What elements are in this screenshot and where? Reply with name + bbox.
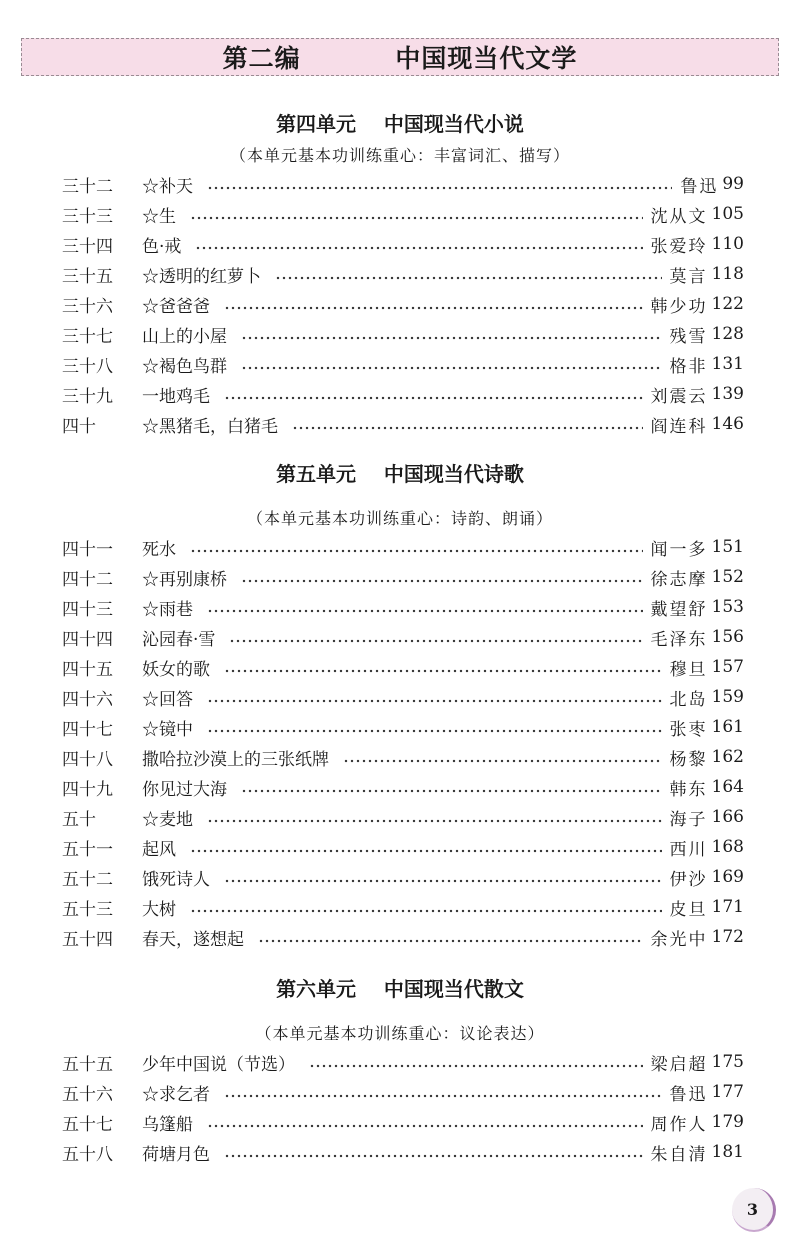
dot-leader	[190, 532, 643, 562]
page-number-badge	[732, 1188, 776, 1232]
unit-title: 第四单元 中国现当代小说	[276, 112, 524, 136]
toc-entry[interactable]	[62, 562, 744, 592]
entry-number: 五十八	[62, 1144, 113, 1165]
dot-leader	[207, 802, 662, 832]
entry-page: 122	[711, 294, 744, 314]
entry-page: 168	[711, 837, 744, 857]
entry-page: 161	[711, 717, 744, 737]
dot-leader	[224, 379, 643, 409]
toc-entry[interactable]	[62, 1107, 744, 1137]
dot-leader	[190, 832, 662, 862]
entry-title: ☆求乞者	[142, 1084, 210, 1105]
entry-page: 157	[711, 657, 744, 677]
entry-title: ☆补天	[142, 176, 193, 197]
toc-entry[interactable]	[62, 652, 744, 682]
entry-title: ☆褐色鸟群	[142, 356, 227, 377]
dot-leader	[207, 712, 662, 742]
entry-title: ☆回答	[142, 689, 193, 710]
entry-author: 穆旦	[669, 659, 708, 680]
entry-author: 刘震云	[650, 386, 708, 407]
dot-leader	[241, 349, 662, 379]
entry-author: 残雪	[669, 326, 708, 347]
dot-leader	[207, 169, 672, 199]
entry-author: 莫言	[669, 266, 708, 287]
dot-leader	[190, 199, 643, 229]
entry-number: 五十五	[62, 1054, 113, 1075]
dot-leader	[190, 892, 662, 922]
entry-title: 色·戒	[142, 236, 182, 257]
entry-page: 166	[711, 807, 744, 827]
entry-page: 159	[711, 687, 744, 707]
entry-number: 五十四	[62, 929, 113, 950]
entry-author: 朱自清	[650, 1144, 708, 1165]
toc-entry[interactable]	[62, 409, 744, 439]
entry-title: ☆镜中	[142, 719, 193, 740]
entry-title: 大树	[142, 899, 176, 920]
dot-leader	[224, 1077, 662, 1107]
entry-author: 阎连科	[650, 416, 708, 437]
entry-title: ☆再别康桥	[142, 569, 227, 590]
entry-title: ☆爸爸爸	[142, 296, 210, 317]
dot-leader	[207, 1107, 643, 1137]
toc-entry[interactable]	[62, 1077, 744, 1107]
entry-page: 175	[711, 1052, 744, 1072]
toc-entry[interactable]	[62, 742, 744, 772]
dot-leader	[195, 229, 642, 259]
entry-page: 162	[711, 747, 744, 767]
unit-note: （本单元基本功训练重心：诗韵、朗诵）	[246, 509, 553, 528]
entry-page: 152	[711, 567, 744, 587]
entry-title: 饿死诗人	[142, 869, 210, 890]
entry-page: 105	[711, 204, 744, 224]
toc-entry[interactable]	[62, 592, 744, 622]
entry-page: 181	[711, 1142, 744, 1162]
entry-page: 110	[711, 234, 744, 254]
entry-title: ☆雨巷	[142, 599, 193, 620]
entry-number: 五十二	[62, 869, 113, 890]
entry-title: 死水	[142, 539, 176, 560]
entry-page: 118	[711, 264, 744, 284]
toc-entry[interactable]	[62, 922, 744, 952]
toc-entry[interactable]	[62, 199, 744, 229]
entry-number: 四十八	[62, 749, 113, 770]
entry-page: 128	[711, 324, 744, 344]
unit-note: （本单元基本功训练重心：议论表达）	[255, 1024, 545, 1043]
entry-page: 131	[711, 354, 744, 374]
entry-number: 五十	[62, 809, 96, 830]
entry-author: 毛泽东	[650, 629, 708, 650]
toc-entry[interactable]	[62, 532, 744, 562]
dot-leader	[292, 409, 643, 439]
entry-title: 妖女的歌	[142, 659, 210, 680]
entry-number: 五十三	[62, 899, 113, 920]
toc-entry[interactable]	[62, 379, 744, 409]
toc-entry[interactable]	[62, 169, 744, 199]
entry-author: 鲁迅	[680, 176, 719, 197]
dot-leader	[207, 682, 662, 712]
entry-page: 139	[711, 384, 744, 404]
entry-number: 三十二	[62, 176, 113, 197]
dot-leader	[343, 742, 662, 772]
entry-number: 五十七	[62, 1114, 113, 1135]
toc-entry[interactable]	[62, 772, 744, 802]
entry-page: 99	[722, 174, 744, 194]
entry-number: 三十三	[62, 206, 113, 227]
entry-author: 梁启超	[650, 1054, 708, 1075]
dot-leader	[224, 1137, 643, 1167]
entry-author: 鲁迅	[669, 1084, 708, 1105]
entry-page: 153	[711, 597, 744, 617]
entry-author: 周作人	[650, 1114, 708, 1135]
entry-title: 一地鸡毛	[142, 386, 210, 407]
dot-leader	[241, 562, 643, 592]
unit-title: 第五单元 中国现当代诗歌	[276, 462, 524, 486]
entry-number: 四十七	[62, 719, 113, 740]
entry-author: 张枣	[669, 719, 708, 740]
page-number: 3	[746, 1199, 759, 1219]
entry-number: 五十六	[62, 1084, 113, 1105]
entry-author: 徐志摩	[650, 569, 708, 590]
toc-entry[interactable]	[62, 862, 744, 892]
entry-number: 四十二	[62, 569, 113, 590]
entry-number: 三十八	[62, 356, 113, 377]
entry-title: 少年中国说（节选）	[142, 1054, 295, 1075]
toc-entry[interactable]	[62, 1047, 744, 1077]
entry-page: 171	[711, 897, 744, 917]
entry-author: 皮旦	[669, 899, 708, 920]
entry-author: 杨黎	[669, 749, 708, 770]
toc-entry[interactable]	[62, 622, 744, 652]
entry-title: 山上的小屋	[142, 326, 227, 347]
dot-leader	[207, 592, 643, 622]
entry-number: 四十四	[62, 629, 113, 650]
entry-author: 沈从文	[650, 206, 708, 227]
dot-leader	[241, 319, 662, 349]
entry-number: 四十六	[62, 689, 113, 710]
toc-entry[interactable]	[62, 802, 744, 832]
entry-number: 四十三	[62, 599, 113, 620]
entry-author: 闻一多	[650, 539, 708, 560]
entry-page: 179	[711, 1112, 744, 1132]
entry-author: 韩东	[669, 779, 708, 800]
toc-entry[interactable]	[62, 832, 744, 862]
toc-entry[interactable]	[62, 712, 744, 742]
entry-number: 五十一	[62, 839, 113, 860]
entry-author: 戴望舒	[650, 599, 708, 620]
entry-author: 张爱玲	[650, 236, 708, 257]
entry-author: 韩少功	[650, 296, 708, 317]
entry-number: 三十九	[62, 386, 113, 407]
entry-page: 156	[711, 627, 744, 647]
entry-author: 西川	[669, 839, 708, 860]
toc-entry[interactable]	[62, 319, 744, 349]
entry-number: 三十五	[62, 266, 113, 287]
entry-page: 164	[711, 777, 744, 797]
entry-title: ☆透明的红萝卜	[142, 266, 261, 287]
entry-page: 151	[711, 537, 744, 557]
toc-entry[interactable]	[62, 892, 744, 922]
toc-entry[interactable]	[62, 259, 744, 289]
toc-entry[interactable]	[62, 682, 744, 712]
entry-number: 三十七	[62, 326, 113, 347]
dot-leader	[309, 1047, 643, 1077]
entry-title: 撒哈拉沙漠上的三张纸牌	[142, 749, 329, 770]
dot-leader	[224, 862, 662, 892]
entry-title: 起风	[142, 839, 176, 860]
entry-page: 172	[711, 927, 744, 947]
part-title: 第二编 中国现当代文学	[222, 44, 578, 73]
entry-page: 169	[711, 867, 744, 887]
entry-number: 三十四	[62, 236, 113, 257]
entry-author: 北岛	[669, 689, 708, 710]
entry-number: 四十	[62, 416, 96, 437]
entry-title: 乌篷船	[142, 1114, 193, 1135]
entry-number: 四十一	[62, 539, 113, 560]
unit-title: 第六单元 中国现当代散文	[276, 977, 524, 1001]
entry-number: 三十六	[62, 296, 113, 317]
entry-title: 荷塘月色	[142, 1144, 210, 1165]
entry-author: 海子	[669, 809, 708, 830]
dot-leader	[224, 652, 662, 682]
entry-title: 你见过大海	[142, 779, 227, 800]
entry-title: 沁园春·雪	[142, 629, 216, 650]
entry-number: 四十五	[62, 659, 113, 680]
toc-entry[interactable]	[62, 349, 744, 379]
toc-entry[interactable]	[62, 1137, 744, 1167]
entry-title: 春天，遂想起	[142, 929, 244, 950]
entry-author: 格非	[669, 356, 708, 377]
entry-title: ☆生	[142, 206, 176, 227]
toc-entry[interactable]	[62, 229, 744, 259]
entry-author: 伊沙	[669, 869, 708, 890]
unit-note: （本单元基本功训练重心：丰富词汇、描写）	[229, 146, 570, 165]
dot-leader	[258, 922, 643, 952]
entry-page: 177	[711, 1082, 744, 1102]
entry-title: ☆黑猪毛，白猪毛	[142, 416, 278, 437]
entry-page: 146	[711, 414, 744, 434]
dot-leader	[224, 289, 643, 319]
toc-entry[interactable]	[62, 289, 744, 319]
entry-author: 余光中	[650, 929, 708, 950]
dot-leader	[275, 259, 662, 289]
dot-leader	[241, 772, 662, 802]
part-banner	[21, 38, 779, 76]
dot-leader	[229, 622, 642, 652]
entry-number: 四十九	[62, 779, 113, 800]
entry-title: ☆麦地	[142, 809, 193, 830]
